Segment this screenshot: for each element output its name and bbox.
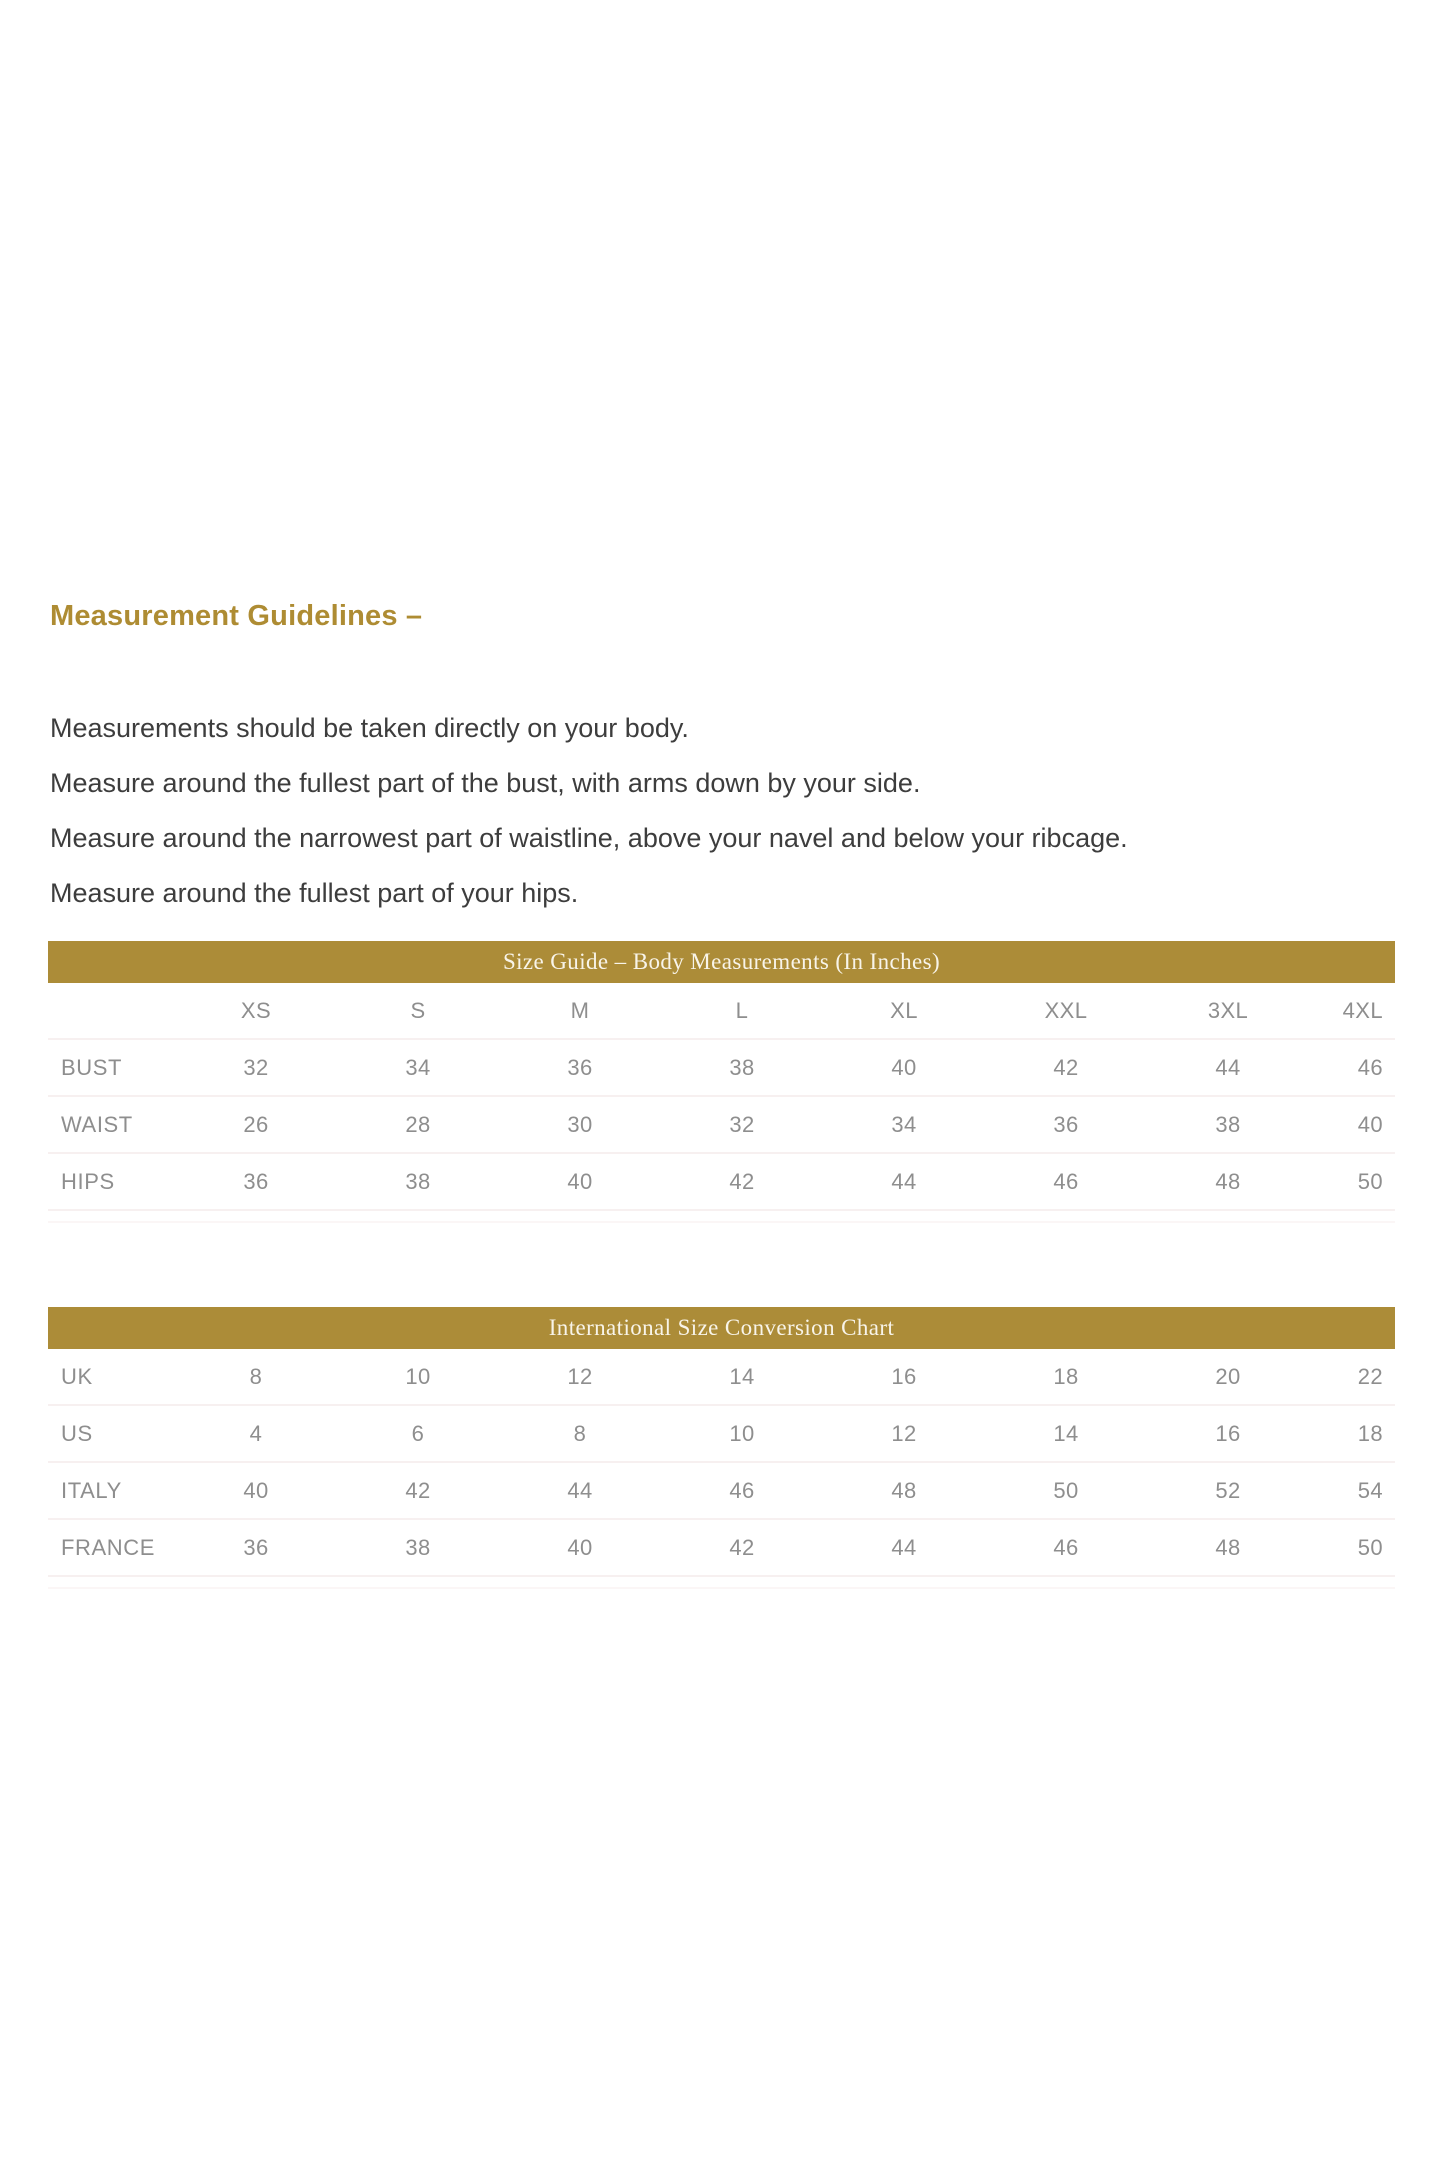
size-value: 12 [567, 1363, 593, 1389]
size-guide-table [48, 941, 1395, 1223]
row-label: UK [61, 1363, 93, 1389]
table-row [48, 1463, 1395, 1520]
size-value: 46 [1053, 1168, 1079, 1194]
size-value: 36 [243, 1168, 269, 1194]
size-guide-table-body [48, 983, 1395, 1223]
size-value: 48 [1215, 1168, 1241, 1194]
size-value: 44 [891, 1534, 917, 1560]
conversion-table-title: International Size Conversion Chart [48, 1307, 1395, 1349]
size-value: 22 [1357, 1363, 1383, 1389]
size-value: 50 [1357, 1168, 1383, 1194]
size-value: 34 [405, 1054, 431, 1080]
column-header: XL [890, 997, 918, 1023]
column-header: M [570, 997, 590, 1023]
size-value: 46 [729, 1477, 755, 1503]
size-value: 52 [1215, 1477, 1241, 1503]
table-row [48, 1406, 1395, 1463]
size-value: 18 [1053, 1363, 1079, 1389]
size-value: 14 [1053, 1420, 1079, 1446]
column-header: L [735, 997, 749, 1023]
size-value: 34 [891, 1111, 917, 1137]
table-row [48, 1349, 1395, 1406]
table-row [48, 1097, 1395, 1154]
size-value: 38 [729, 1054, 755, 1080]
row-label: HIPS [61, 1168, 115, 1194]
row-label: BUST [61, 1054, 123, 1080]
column-header: XXL [1044, 997, 1088, 1023]
size-value: 50 [1357, 1534, 1383, 1560]
column-header: S [410, 997, 426, 1023]
row-label: FRANCE [61, 1534, 156, 1560]
guideline-line: Measurements should be taken directly on your body. [50, 713, 689, 743]
size-value: 42 [729, 1534, 755, 1560]
guideline-line: Measure around the fullest part of the bust, with arms down by your side. [50, 768, 921, 798]
guideline-line: Measure around the narrowest part of waistline, above your navel and below your ribcage. [50, 823, 1128, 853]
size-value: 14 [729, 1363, 755, 1389]
size-value: 48 [891, 1477, 917, 1503]
size-value: 44 [567, 1477, 593, 1503]
size-value: 42 [729, 1168, 755, 1194]
size-value: 32 [243, 1054, 269, 1080]
row-label: US [61, 1420, 93, 1446]
size-value: 32 [729, 1111, 755, 1137]
size-value: 20 [1215, 1363, 1241, 1389]
size-value: 44 [891, 1168, 917, 1194]
size-value: 18 [1357, 1420, 1383, 1446]
conversion-table-body [48, 1349, 1395, 1589]
size-value: 40 [567, 1168, 593, 1194]
size-value: 40 [1357, 1111, 1383, 1137]
size-value: 16 [891, 1363, 917, 1389]
size-guide-table-title: Size Guide – Body Measurements (In Inches) [48, 941, 1395, 983]
table-row [48, 1040, 1395, 1097]
size-value: 36 [243, 1534, 269, 1560]
conversion-table [48, 1307, 1395, 1589]
size-value: 46 [1053, 1534, 1079, 1560]
size-value: 38 [405, 1534, 431, 1560]
size-value: 42 [1053, 1054, 1079, 1080]
size-value: 38 [1215, 1111, 1241, 1137]
column-header: XS [240, 997, 272, 1023]
page-title: Measurement Guidelines – [50, 600, 423, 632]
size-value: 38 [405, 1168, 431, 1194]
size-value: 26 [243, 1111, 269, 1137]
size-value: 46 [1357, 1054, 1383, 1080]
size-value: 4 [249, 1420, 263, 1446]
table-row [48, 1154, 1395, 1211]
size-value: 8 [249, 1363, 263, 1389]
guideline-line: Measure around the fullest part of your hips. [50, 878, 579, 908]
size-value: 10 [405, 1363, 431, 1389]
size-value: 40 [567, 1534, 593, 1560]
size-header-row [48, 983, 1395, 1040]
size-value: 36 [1053, 1111, 1079, 1137]
size-value: 30 [567, 1111, 593, 1137]
size-value: 54 [1357, 1477, 1383, 1503]
size-value: 50 [1053, 1477, 1079, 1503]
size-value: 40 [243, 1477, 269, 1503]
size-value: 48 [1215, 1534, 1241, 1560]
row-label: ITALY [61, 1477, 122, 1503]
size-value: 16 [1215, 1420, 1241, 1446]
size-value: 42 [405, 1477, 431, 1503]
size-value: 8 [573, 1420, 587, 1446]
size-value: 36 [567, 1054, 593, 1080]
size-value: 6 [411, 1420, 425, 1446]
size-value: 28 [405, 1111, 431, 1137]
table-row [48, 1520, 1395, 1577]
size-value: 40 [891, 1054, 917, 1080]
size-value: 44 [1215, 1054, 1241, 1080]
size-value: 10 [729, 1420, 755, 1446]
size-value: 12 [891, 1420, 917, 1446]
row-label: WAIST [61, 1111, 133, 1137]
measurement-guidelines [50, 701, 1395, 921]
column-header: 3XL [1207, 997, 1249, 1023]
column-header: 4XL [1342, 997, 1383, 1023]
